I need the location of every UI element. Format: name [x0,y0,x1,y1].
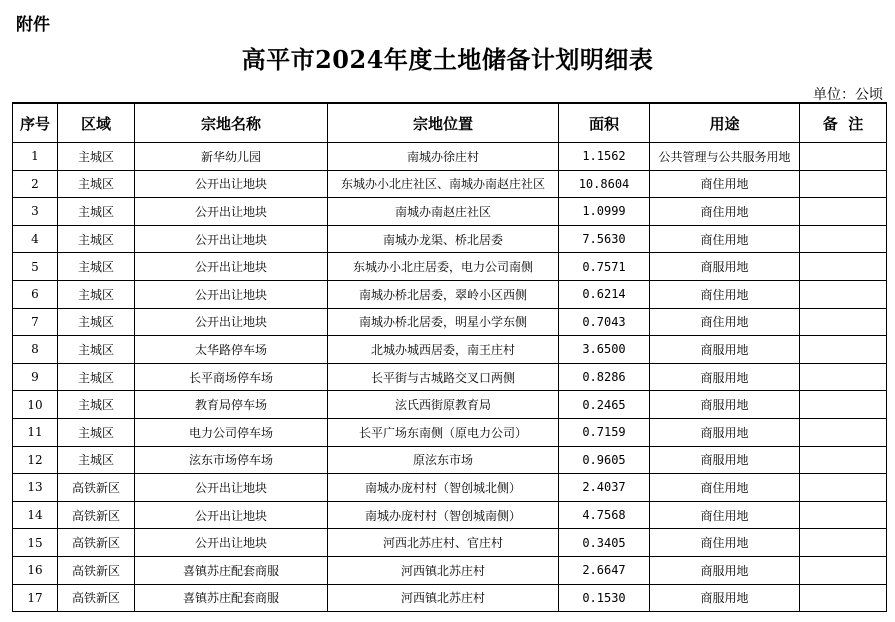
cell-remarks [800,363,887,391]
cell-usage: 商服用地 [650,336,800,364]
cell-remarks [800,170,887,198]
table-header-row [13,103,887,143]
cell-location: 南城办龙渠、桥北居委 [328,225,559,253]
cell-usage: 商服用地 [650,253,800,281]
cell-usage: 商住用地 [650,308,800,336]
cell-region: 高铁新区 [58,529,135,557]
cell-remarks [800,225,887,253]
cell-location: 河西镇北苏庄村 [328,584,559,612]
cell-remarks [800,336,887,364]
cell-remarks [800,308,887,336]
header-area-region: 区域 [58,103,135,143]
cell-parcel-name: 公开出让地块 [135,198,328,226]
cell-index: 4 [13,225,58,253]
cell-parcel-name: 太华路停车场 [135,336,328,364]
cell-size: 2.4037 [559,474,650,502]
cell-parcel-name: 泫东市场停车场 [135,446,328,474]
cell-usage: 公共管理与公共服务用地 [650,143,800,171]
cell-usage: 商住用地 [650,501,800,529]
table-row [13,143,887,171]
cell-index: 3 [13,198,58,226]
cell-location: 原泫东市场 [328,446,559,474]
cell-location: 长平街与古城路交叉口两侧 [328,363,559,391]
unit-label: 单位：公顷 [813,87,883,103]
cell-size: 0.1530 [559,584,650,612]
cell-region: 主城区 [58,253,135,281]
cell-region: 主城区 [58,225,135,253]
cell-remarks [800,501,887,529]
cell-size: 7.5630 [559,225,650,253]
cell-index: 7 [13,308,58,336]
table-row [13,253,887,281]
cell-usage: 商服用地 [650,363,800,391]
table-row [13,418,887,446]
cell-region: 高铁新区 [58,474,135,502]
cell-usage: 商住用地 [650,529,800,557]
table-row [13,336,887,364]
cell-remarks [800,418,887,446]
table-row [13,198,887,226]
header-parcel-location: 宗地位置 [328,103,559,143]
cell-usage: 商住用地 [650,474,800,502]
cell-index: 9 [13,363,58,391]
cell-region: 主城区 [58,336,135,364]
cell-location: 北城办城西居委，南王庄村 [328,336,559,364]
cell-parcel-name: 新华幼儿园 [135,143,328,171]
cell-location: 东城办小北庄社区、南城办南赵庄社区 [328,170,559,198]
cell-usage: 商服用地 [650,584,800,612]
cell-usage: 商服用地 [650,446,800,474]
cell-remarks [800,198,887,226]
table-row [13,280,887,308]
header-index: 序号 [13,103,58,143]
cell-index: 8 [13,336,58,364]
cell-region: 主城区 [58,391,135,419]
attachment-label: 附件 [16,15,50,35]
cell-region: 主城区 [58,198,135,226]
cell-index: 16 [13,556,58,584]
table-row [13,225,887,253]
cell-index: 6 [13,280,58,308]
cell-parcel-name: 电力公司停车场 [135,418,328,446]
table-row [13,529,887,557]
cell-region: 主城区 [58,170,135,198]
land-reserve-table [12,102,887,612]
cell-remarks [800,391,887,419]
cell-parcel-name: 公开出让地块 [135,474,328,502]
cell-region: 主城区 [58,363,135,391]
cell-remarks [800,143,887,171]
cell-size: 4.7568 [559,501,650,529]
header-usage: 用途 [650,103,800,143]
cell-usage: 商服用地 [650,418,800,446]
header-parcel-name: 宗地名称 [135,103,328,143]
cell-size: 1.1562 [559,143,650,171]
cell-index: 11 [13,418,58,446]
cell-index: 10 [13,391,58,419]
cell-usage: 商住用地 [650,198,800,226]
cell-usage: 商住用地 [650,225,800,253]
cell-parcel-name: 公开出让地块 [135,529,328,557]
cell-location: 南城办庞村村（智创城北侧） [328,474,559,502]
cell-size: 3.6500 [559,336,650,364]
cell-size: 0.9605 [559,446,650,474]
cell-size: 1.0999 [559,198,650,226]
cell-index: 14 [13,501,58,529]
cell-usage: 商住用地 [650,170,800,198]
cell-index: 5 [13,253,58,281]
cell-remarks [800,446,887,474]
cell-index: 15 [13,529,58,557]
cell-location: 南城办南赵庄社区 [328,198,559,226]
header-size: 面积 [559,103,650,143]
table-row [13,308,887,336]
cell-location: 南城办庞村村（智创城南侧） [328,501,559,529]
cell-usage: 商住用地 [650,280,800,308]
cell-index: 17 [13,584,58,612]
table-row [13,170,887,198]
cell-remarks [800,556,887,584]
cell-remarks [800,474,887,502]
cell-parcel-name: 公开出让地块 [135,308,328,336]
cell-location: 泫氏西街原教育局 [328,391,559,419]
cell-size: 2.6647 [559,556,650,584]
cell-region: 主城区 [58,446,135,474]
table-row [13,363,887,391]
cell-location: 河西北苏庄村、官庄村 [328,529,559,557]
cell-region: 主城区 [58,308,135,336]
cell-parcel-name: 公开出让地块 [135,170,328,198]
cell-region: 高铁新区 [58,556,135,584]
cell-region: 主城区 [58,143,135,171]
cell-region: 主城区 [58,418,135,446]
cell-size: 0.8286 [559,363,650,391]
cell-location: 东城办小北庄居委，电力公司南侧 [328,253,559,281]
table-row [13,391,887,419]
cell-size: 0.7043 [559,308,650,336]
cell-size: 10.8604 [559,170,650,198]
page-title: 高平市2024年度土地储备计划明细表 [241,45,654,74]
cell-remarks [800,253,887,281]
cell-size: 0.7571 [559,253,650,281]
cell-size: 0.3405 [559,529,650,557]
cell-location: 南城办桥北居委，翠岭小区西侧 [328,280,559,308]
cell-index: 1 [13,143,58,171]
table-row [13,474,887,502]
cell-index: 13 [13,474,58,502]
cell-index: 2 [13,170,58,198]
cell-parcel-name: 教育局停车场 [135,391,328,419]
cell-parcel-name: 喜镇苏庄配套商服 [135,584,328,612]
cell-parcel-name: 公开出让地块 [135,501,328,529]
cell-region: 主城区 [58,280,135,308]
cell-usage: 商服用地 [650,556,800,584]
table-row [13,446,887,474]
cell-index: 12 [13,446,58,474]
cell-location: 南城办徐庄村 [328,143,559,171]
cell-remarks [800,584,887,612]
cell-parcel-name: 公开出让地块 [135,253,328,281]
cell-region: 高铁新区 [58,501,135,529]
cell-region: 高铁新区 [58,584,135,612]
header-remarks: 备 注 [800,103,887,143]
table-row [13,556,887,584]
cell-remarks [800,529,887,557]
cell-remarks [800,280,887,308]
cell-parcel-name: 公开出让地块 [135,225,328,253]
cell-parcel-name: 喜镇苏庄配套商服 [135,556,328,584]
cell-location: 河西镇北苏庄村 [328,556,559,584]
cell-location: 南城办桥北居委，明星小学东侧 [328,308,559,336]
cell-parcel-name: 长平商场停车场 [135,363,328,391]
table-row [13,501,887,529]
cell-parcel-name: 公开出让地块 [135,280,328,308]
cell-size: 0.2465 [559,391,650,419]
cell-size: 0.7159 [559,418,650,446]
cell-usage: 商服用地 [650,391,800,419]
cell-size: 0.6214 [559,280,650,308]
cell-location: 长平广场东南侧（原电力公司） [328,418,559,446]
table-row [13,584,887,612]
